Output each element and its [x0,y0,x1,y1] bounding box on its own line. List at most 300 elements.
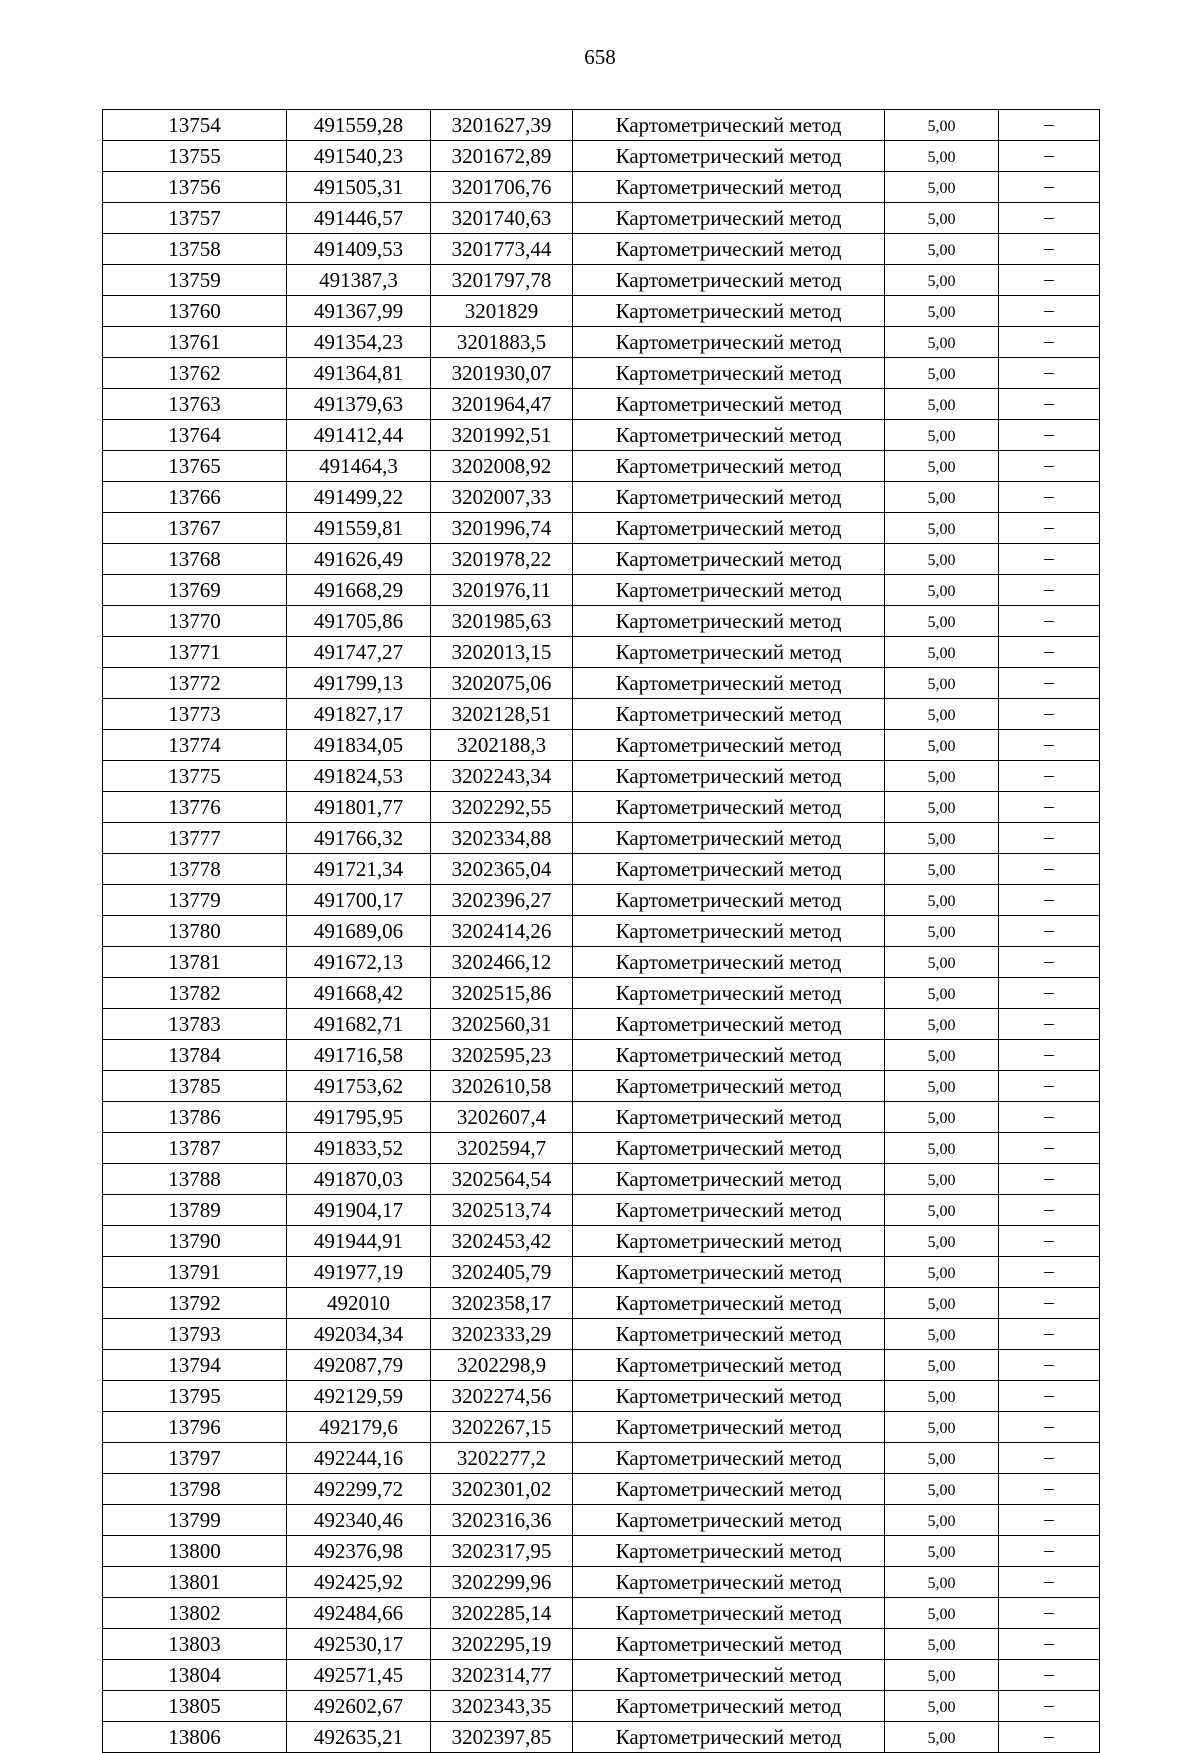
x-coordinate-cell: 492602,67 [287,1691,431,1722]
x-coordinate-cell: 492129,59 [287,1381,431,1412]
method-cell: Картометрический метод [573,234,885,265]
error-cell: 5,00 [885,575,999,606]
method-cell: Картометрический метод [573,575,885,606]
error-cell: 5,00 [885,1567,999,1598]
method-cell: Картометрический метод [573,1133,885,1164]
y-coordinate-cell: 3201996,74 [431,513,573,544]
method-cell: Картометрический метод [573,544,885,575]
method-cell: Картометрический метод [573,110,885,141]
point-number-cell: 13799 [103,1505,287,1536]
point-number-cell: 13776 [103,792,287,823]
y-coordinate-cell: 3202316,36 [431,1505,573,1536]
method-cell: Картометрический метод [573,513,885,544]
error-cell: 5,00 [885,606,999,637]
note-cell: – [999,172,1100,203]
point-number-cell: 13755 [103,141,287,172]
error-cell: 5,00 [885,327,999,358]
x-coordinate-cell: 491540,23 [287,141,431,172]
error-cell: 5,00 [885,513,999,544]
point-number-cell: 13781 [103,947,287,978]
note-cell: – [999,1257,1100,1288]
note-cell: – [999,203,1100,234]
coordinates-table-body [103,110,1100,1753]
x-coordinate-cell: 492010 [287,1288,431,1319]
method-cell: Картометрический метод [573,1195,885,1226]
y-coordinate-cell: 3202075,06 [431,668,573,699]
x-coordinate-cell: 492571,45 [287,1660,431,1691]
table-row [103,544,1100,575]
note-cell: – [999,1443,1100,1474]
table-row [103,265,1100,296]
x-coordinate-cell: 491824,53 [287,761,431,792]
x-coordinate-cell: 491801,77 [287,792,431,823]
y-coordinate-cell: 3202128,51 [431,699,573,730]
y-coordinate-cell: 3202285,14 [431,1598,573,1629]
method-cell: Картометрический метод [573,637,885,668]
note-cell: – [999,1567,1100,1598]
method-cell: Картометрический метод [573,420,885,451]
x-coordinate-cell: 492530,17 [287,1629,431,1660]
table-row [103,1319,1100,1350]
table-row [103,637,1100,668]
note-cell: – [999,978,1100,1009]
note-cell: – [999,854,1100,885]
error-cell: 5,00 [885,1133,999,1164]
x-coordinate-cell: 491944,91 [287,1226,431,1257]
error-cell: 5,00 [885,1474,999,1505]
method-cell: Картометрический метод [573,1629,885,1660]
note-cell: – [999,699,1100,730]
x-coordinate-cell: 491799,13 [287,668,431,699]
x-coordinate-cell: 491446,57 [287,203,431,234]
y-coordinate-cell: 3202414,26 [431,916,573,947]
y-coordinate-cell: 3201964,47 [431,389,573,420]
x-coordinate-cell: 492340,46 [287,1505,431,1536]
y-coordinate-cell: 3201773,44 [431,234,573,265]
error-cell: 5,00 [885,1629,999,1660]
table-row [103,823,1100,854]
note-cell: – [999,1505,1100,1536]
table-row [103,141,1100,172]
error-cell: 5,00 [885,110,999,141]
table-row [103,761,1100,792]
error-cell: 5,00 [885,1195,999,1226]
error-cell: 5,00 [885,1319,999,1350]
point-number-cell: 13806 [103,1722,287,1753]
note-cell: – [999,1691,1100,1722]
point-number-cell: 13763 [103,389,287,420]
y-coordinate-cell: 3202007,33 [431,482,573,513]
point-number-cell: 13790 [103,1226,287,1257]
y-coordinate-cell: 3202594,7 [431,1133,573,1164]
note-cell: – [999,1660,1100,1691]
x-coordinate-cell: 491668,42 [287,978,431,1009]
x-coordinate-cell: 491766,32 [287,823,431,854]
method-cell: Картометрический метод [573,947,885,978]
point-number-cell: 13762 [103,358,287,389]
point-number-cell: 13784 [103,1040,287,1071]
y-coordinate-cell: 3202358,17 [431,1288,573,1319]
note-cell: – [999,265,1100,296]
table-row [103,1102,1100,1133]
point-number-cell: 13794 [103,1350,287,1381]
point-number-cell: 13792 [103,1288,287,1319]
note-cell: – [999,544,1100,575]
point-number-cell: 13757 [103,203,287,234]
table-row [103,1133,1100,1164]
table-row [103,1071,1100,1102]
error-cell: 5,00 [885,1412,999,1443]
method-cell: Картометрический метод [573,1691,885,1722]
point-number-cell: 13798 [103,1474,287,1505]
error-cell: 5,00 [885,885,999,916]
y-coordinate-cell: 3202314,77 [431,1660,573,1691]
table-row [103,575,1100,606]
x-coordinate-cell: 491364,81 [287,358,431,389]
x-coordinate-cell: 491626,49 [287,544,431,575]
note-cell: – [999,110,1100,141]
y-coordinate-cell: 3202466,12 [431,947,573,978]
y-coordinate-cell: 3201672,89 [431,141,573,172]
x-coordinate-cell: 492484,66 [287,1598,431,1629]
table-row [103,699,1100,730]
y-coordinate-cell: 3202274,56 [431,1381,573,1412]
note-cell: – [999,1598,1100,1629]
point-number-cell: 13778 [103,854,287,885]
y-coordinate-cell: 3201992,51 [431,420,573,451]
point-number-cell: 13801 [103,1567,287,1598]
x-coordinate-cell: 492299,72 [287,1474,431,1505]
table-row [103,1412,1100,1443]
y-coordinate-cell: 3202610,58 [431,1071,573,1102]
method-cell: Картометрический метод [573,761,885,792]
x-coordinate-cell: 491747,27 [287,637,431,668]
table-row [103,606,1100,637]
x-coordinate-cell: 491833,52 [287,1133,431,1164]
error-cell: 5,00 [885,358,999,389]
table-row [103,1660,1100,1691]
method-cell: Картометрический метод [573,1598,885,1629]
y-coordinate-cell: 3201829 [431,296,573,327]
point-number-cell: 13767 [103,513,287,544]
table-row [103,854,1100,885]
table-row [103,513,1100,544]
y-coordinate-cell: 3202333,29 [431,1319,573,1350]
note-cell: – [999,1319,1100,1350]
y-coordinate-cell: 3202008,92 [431,451,573,482]
error-cell: 5,00 [885,265,999,296]
note-cell: – [999,1102,1100,1133]
error-cell: 5,00 [885,544,999,575]
note-cell: – [999,1133,1100,1164]
point-number-cell: 13769 [103,575,287,606]
method-cell: Картометрический метод [573,823,885,854]
x-coordinate-cell: 491387,3 [287,265,431,296]
y-coordinate-cell: 3202560,31 [431,1009,573,1040]
point-number-cell: 13786 [103,1102,287,1133]
table-row [103,916,1100,947]
y-coordinate-cell: 3201706,76 [431,172,573,203]
method-cell: Картометрический метод [573,978,885,1009]
point-number-cell: 13760 [103,296,287,327]
y-coordinate-cell: 3202513,74 [431,1195,573,1226]
table-row [103,1691,1100,1722]
note-cell: – [999,1474,1100,1505]
method-cell: Картометрический метод [573,482,885,513]
note-cell: – [999,1288,1100,1319]
table-row [103,482,1100,513]
method-cell: Картометрический метод [573,1319,885,1350]
note-cell: – [999,234,1100,265]
error-cell: 5,00 [885,637,999,668]
table-row [103,1288,1100,1319]
error-cell: 5,00 [885,1226,999,1257]
method-cell: Картометрический метод [573,141,885,172]
note-cell: – [999,296,1100,327]
table-row [103,172,1100,203]
point-number-cell: 13802 [103,1598,287,1629]
point-number-cell: 13804 [103,1660,287,1691]
method-cell: Картометрический метод [573,885,885,916]
table-row [103,451,1100,482]
method-cell: Картометрический метод [573,854,885,885]
y-coordinate-cell: 3202564,54 [431,1164,573,1195]
point-number-cell: 13803 [103,1629,287,1660]
note-cell: – [999,637,1100,668]
x-coordinate-cell: 491795,95 [287,1102,431,1133]
method-cell: Картометрический метод [573,296,885,327]
y-coordinate-cell: 3202292,55 [431,792,573,823]
y-coordinate-cell: 3202301,02 [431,1474,573,1505]
table-row [103,420,1100,451]
note-cell: – [999,668,1100,699]
x-coordinate-cell: 492244,16 [287,1443,431,1474]
error-cell: 5,00 [885,1691,999,1722]
x-coordinate-cell: 491705,86 [287,606,431,637]
error-cell: 5,00 [885,668,999,699]
table-row [103,1536,1100,1567]
x-coordinate-cell: 491700,17 [287,885,431,916]
table-row [103,327,1100,358]
table-row [103,885,1100,916]
note-cell: – [999,1164,1100,1195]
x-coordinate-cell: 491668,29 [287,575,431,606]
y-coordinate-cell: 3201978,22 [431,544,573,575]
note-cell: – [999,606,1100,637]
x-coordinate-cell: 491672,13 [287,947,431,978]
note-cell: – [999,916,1100,947]
error-cell: 5,00 [885,947,999,978]
point-number-cell: 13780 [103,916,287,947]
error-cell: 5,00 [885,978,999,1009]
y-coordinate-cell: 3202405,79 [431,1257,573,1288]
error-cell: 5,00 [885,1102,999,1133]
x-coordinate-cell: 491834,05 [287,730,431,761]
method-cell: Картометрический метод [573,1226,885,1257]
point-number-cell: 13772 [103,668,287,699]
table-row [103,1257,1100,1288]
table-row [103,668,1100,699]
table-row [103,730,1100,761]
point-number-cell: 13774 [103,730,287,761]
point-number-cell: 13789 [103,1195,287,1226]
method-cell: Картометрический метод [573,606,885,637]
method-cell: Картометрический метод [573,1412,885,1443]
y-coordinate-cell: 3202243,34 [431,761,573,792]
method-cell: Картометрический метод [573,327,885,358]
point-number-cell: 13800 [103,1536,287,1567]
error-cell: 5,00 [885,203,999,234]
x-coordinate-cell: 491682,71 [287,1009,431,1040]
note-cell: – [999,1226,1100,1257]
table-row [103,1350,1100,1381]
point-number-cell: 13777 [103,823,287,854]
point-number-cell: 13796 [103,1412,287,1443]
error-cell: 5,00 [885,234,999,265]
x-coordinate-cell: 491721,34 [287,854,431,885]
coordinates-table [102,109,1100,1753]
method-cell: Картометрический метод [573,1443,885,1474]
x-coordinate-cell: 491499,22 [287,482,431,513]
method-cell: Картометрический метод [573,389,885,420]
note-cell: – [999,451,1100,482]
y-coordinate-cell: 3202515,86 [431,978,573,1009]
note-cell: – [999,420,1100,451]
note-cell: – [999,1536,1100,1567]
method-cell: Картометрический метод [573,1288,885,1319]
table-row [103,1381,1100,1412]
method-cell: Картометрический метод [573,203,885,234]
method-cell: Картометрический метод [573,1257,885,1288]
error-cell: 5,00 [885,420,999,451]
method-cell: Картометрический метод [573,1164,885,1195]
note-cell: – [999,761,1100,792]
table-row [103,296,1100,327]
method-cell: Картометрический метод [573,1722,885,1753]
x-coordinate-cell: 491379,63 [287,389,431,420]
y-coordinate-cell: 3201930,07 [431,358,573,389]
method-cell: Картометрический метод [573,358,885,389]
x-coordinate-cell: 491753,62 [287,1071,431,1102]
point-number-cell: 13765 [103,451,287,482]
method-cell: Картометрический метод [573,1102,885,1133]
point-number-cell: 13797 [103,1443,287,1474]
y-coordinate-cell: 3201985,63 [431,606,573,637]
table-row [103,234,1100,265]
note-cell: – [999,823,1100,854]
error-cell: 5,00 [885,451,999,482]
method-cell: Картометрический метод [573,1536,885,1567]
method-cell: Картометрический метод [573,730,885,761]
table-row [103,1505,1100,1536]
x-coordinate-cell: 492087,79 [287,1350,431,1381]
method-cell: Картометрический метод [573,699,885,730]
point-number-cell: 13787 [103,1133,287,1164]
method-cell: Картометрический метод [573,916,885,947]
x-coordinate-cell: 491505,31 [287,172,431,203]
point-number-cell: 13759 [103,265,287,296]
y-coordinate-cell: 3201627,39 [431,110,573,141]
x-coordinate-cell: 491412,44 [287,420,431,451]
point-number-cell: 13773 [103,699,287,730]
error-cell: 5,00 [885,1071,999,1102]
point-number-cell: 13795 [103,1381,287,1412]
table-row [103,389,1100,420]
x-coordinate-cell: 491559,81 [287,513,431,544]
x-coordinate-cell: 491409,53 [287,234,431,265]
table-row [103,1226,1100,1257]
table-row [103,1629,1100,1660]
y-coordinate-cell: 3202396,27 [431,885,573,916]
error-cell: 5,00 [885,1660,999,1691]
table-row [103,1195,1100,1226]
point-number-cell: 13768 [103,544,287,575]
x-coordinate-cell: 492425,92 [287,1567,431,1598]
point-number-cell: 13775 [103,761,287,792]
table-row [103,1598,1100,1629]
note-cell: – [999,1009,1100,1040]
note-cell: – [999,885,1100,916]
note-cell: – [999,1722,1100,1753]
error-cell: 5,00 [885,1505,999,1536]
note-cell: – [999,730,1100,761]
x-coordinate-cell: 492179,6 [287,1412,431,1443]
table-row [103,1567,1100,1598]
page-number: 658 [584,45,616,69]
method-cell: Картометрический метод [573,1350,885,1381]
y-coordinate-cell: 3202317,95 [431,1536,573,1567]
y-coordinate-cell: 3201797,78 [431,265,573,296]
error-cell: 5,00 [885,1443,999,1474]
method-cell: Картометрический метод [573,668,885,699]
error-cell: 5,00 [885,296,999,327]
error-cell: 5,00 [885,1536,999,1567]
note-cell: – [999,947,1100,978]
point-number-cell: 13756 [103,172,287,203]
error-cell: 5,00 [885,916,999,947]
method-cell: Картометрический метод [573,1040,885,1071]
method-cell: Картометрический метод [573,1567,885,1598]
error-cell: 5,00 [885,1288,999,1319]
x-coordinate-cell: 491716,58 [287,1040,431,1071]
error-cell: 5,00 [885,761,999,792]
point-number-cell: 13761 [103,327,287,358]
table-row [103,1164,1100,1195]
y-coordinate-cell: 3202453,42 [431,1226,573,1257]
y-coordinate-cell: 3202267,15 [431,1412,573,1443]
point-number-cell: 13754 [103,110,287,141]
point-number-cell: 13771 [103,637,287,668]
x-coordinate-cell: 492376,98 [287,1536,431,1567]
x-coordinate-cell: 491977,19 [287,1257,431,1288]
note-cell: – [999,141,1100,172]
method-cell: Картометрический метод [573,1071,885,1102]
y-coordinate-cell: 3202595,23 [431,1040,573,1071]
x-coordinate-cell: 491827,17 [287,699,431,730]
point-number-cell: 13770 [103,606,287,637]
table-row [103,203,1100,234]
method-cell: Картометрический метод [573,1505,885,1536]
note-cell: – [999,1629,1100,1660]
note-cell: – [999,1071,1100,1102]
x-coordinate-cell: 491870,03 [287,1164,431,1195]
error-cell: 5,00 [885,1009,999,1040]
point-number-cell: 13758 [103,234,287,265]
error-cell: 5,00 [885,730,999,761]
table-row [103,1040,1100,1071]
error-cell: 5,00 [885,389,999,420]
table-row [103,1009,1100,1040]
